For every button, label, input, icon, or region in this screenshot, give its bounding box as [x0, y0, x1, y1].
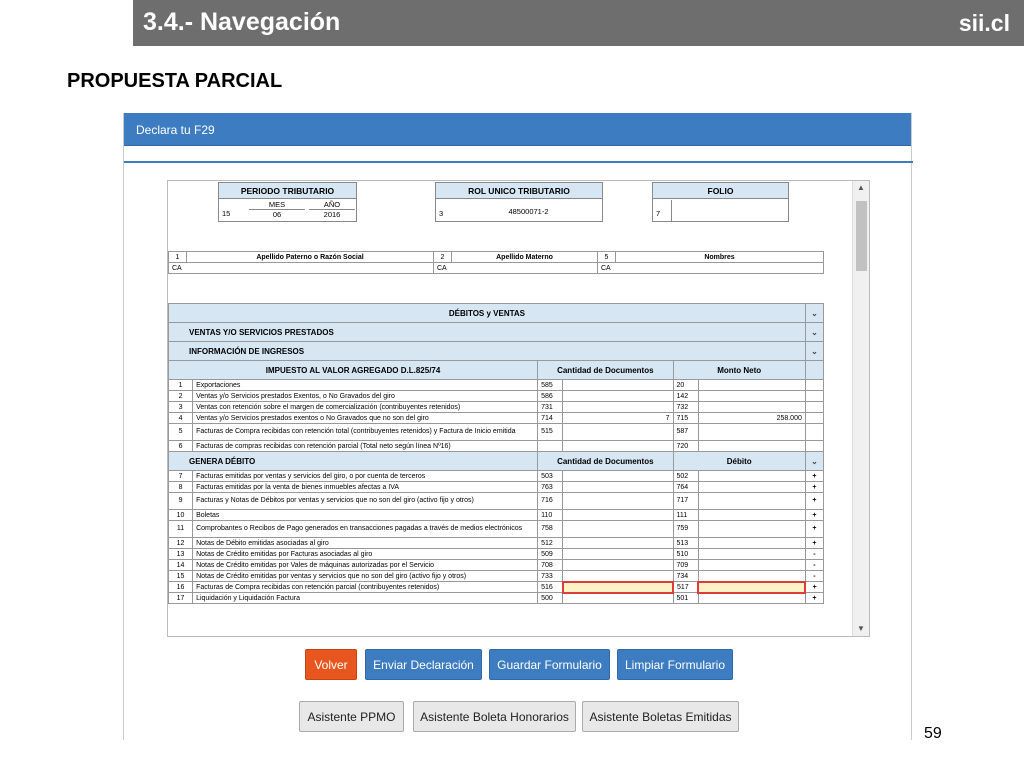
section-ingresos[interactable]: [169, 342, 824, 361]
iva-header-row: [169, 361, 824, 380]
row-code: 709: [673, 560, 698, 571]
row-label: Ventas con retención sobre el margen de comercialización (contribuyentes retenidos): [193, 402, 538, 413]
row-number: 4: [169, 413, 193, 424]
quantity-field[interactable]: [563, 560, 673, 571]
row-spacer: [805, 402, 823, 413]
row-code: 717: [673, 493, 698, 510]
table-row: [169, 471, 824, 482]
debit-field[interactable]: [698, 471, 805, 482]
row-label: Ventas y/o Servicios prestados Exentos, o No Gravados del giro: [193, 391, 538, 402]
table-row: [169, 521, 824, 538]
row-code: 503: [538, 471, 563, 482]
table-row: [169, 538, 824, 549]
anio-label: AÑO: [309, 200, 355, 210]
table-row: [169, 549, 824, 560]
rut-code: 3: [439, 209, 444, 218]
quantity-field[interactable]: [563, 538, 673, 549]
table-row: [169, 593, 824, 604]
row-code: 733: [538, 571, 563, 582]
row-code: 142: [673, 391, 698, 402]
periodo-code: 15: [222, 209, 231, 218]
row-label: Notas de Crédito emitidas por Facturas asociadas al giro: [193, 549, 538, 560]
row-code: 502: [673, 471, 698, 482]
row-number: 2: [169, 391, 193, 402]
row-sign: +: [805, 482, 823, 493]
debito-header: Débito: [673, 452, 805, 471]
table-row: [169, 402, 824, 413]
amount-field[interactable]: [698, 402, 805, 413]
debito-rows: [169, 471, 824, 604]
row-label: Ventas y/o Servicios prestados exentos o No Gravados que no son del giro: [193, 413, 538, 424]
chevron-down-icon[interactable]: ⌄: [805, 304, 823, 323]
table-row: [169, 424, 824, 441]
table-row: [169, 493, 824, 510]
name3-code: 5: [598, 252, 616, 263]
row-code: 734: [673, 571, 698, 582]
debit-field[interactable]: [698, 538, 805, 549]
row-number: 12: [169, 538, 193, 549]
row-spacer: [805, 391, 823, 402]
rut-header: ROL UNICO TRIBUTARIO: [436, 183, 602, 199]
row-label: Facturas de Compra recibidas con retención parcial (contribuyentes retenidos): [193, 582, 538, 593]
quantity-field[interactable]: [563, 424, 673, 441]
quantity-field[interactable]: [563, 471, 673, 482]
row-code: [538, 441, 563, 452]
quantity-field[interactable]: [563, 441, 673, 452]
apellido-paterno-field[interactable]: CA: [169, 263, 434, 274]
row-spacer: [805, 441, 823, 452]
row-label: Facturas de compras recibidas con retención parcial (Total neto según línea Nº16): [193, 441, 538, 452]
enviar-declaracion-button[interactable]: Enviar Declaración: [365, 649, 482, 680]
row-label: Facturas emitidas por la venta de bienes inmuebles afectas a IVA: [193, 482, 538, 493]
name2-code: 2: [434, 252, 452, 263]
row-number: 6: [169, 441, 193, 452]
row-code: 763: [538, 482, 563, 493]
row-label: Facturas emitidas por ventas y servicios del giro, o por cuenta de terceros: [193, 471, 538, 482]
chevron-down-icon[interactable]: ⌄: [805, 323, 823, 342]
row-code: 501: [673, 593, 698, 604]
debit-field[interactable]: [698, 493, 805, 510]
row-code: 517: [673, 582, 698, 593]
amount-field[interactable]: 258.000: [698, 413, 805, 424]
limpiar-formulario-button[interactable]: Limpiar Formulario: [617, 649, 733, 680]
rut-box: [435, 182, 603, 222]
amount-field[interactable]: [698, 380, 805, 391]
periodo-header: PERIODO TRIBUTARIO: [219, 183, 356, 199]
row-code: 111: [673, 510, 698, 521]
quantity-field[interactable]: [563, 582, 673, 593]
brand-logo: sii.cl: [958, 10, 1010, 36]
debit-field[interactable]: [698, 560, 805, 571]
names-table: [168, 251, 824, 274]
slide-title: 3.4.- Navegación: [143, 8, 341, 36]
scroll-down-icon[interactable]: ▼: [857, 624, 865, 633]
section-ventas-label: VENTAS Y/O SERVICIOS PRESTADOS: [169, 323, 806, 342]
folio-field[interactable]: [671, 200, 789, 221]
row-sign: -: [805, 549, 823, 560]
section-ventas[interactable]: [169, 323, 824, 342]
row-label: Facturas de Compra recibidas con retención total (contribuyentes retenidos) y Factura de Inicio emitida: [193, 424, 538, 441]
row-label: Boletas: [193, 510, 538, 521]
row-code: 716: [538, 493, 563, 510]
row-code: 759: [673, 521, 698, 538]
anio-field[interactable]: 2016: [323, 210, 341, 219]
debit-field[interactable]: [698, 571, 805, 582]
asistente-boleta-honorarios-button[interactable]: Asistente Boleta Honorarios: [413, 701, 576, 732]
row-code: 758: [538, 521, 563, 538]
folio-code: 7: [656, 209, 661, 218]
row-sign: +: [805, 471, 823, 482]
row-code: 516: [538, 582, 563, 593]
rut-field[interactable]: 48500071-2: [508, 207, 549, 216]
row-code: 500: [538, 593, 563, 604]
table-row: [169, 482, 824, 493]
row-sign: +: [805, 593, 823, 604]
row-code: 708: [538, 560, 563, 571]
row-code: 509: [538, 549, 563, 560]
mes-field[interactable]: 06: [272, 210, 282, 219]
row-code: 20: [673, 380, 698, 391]
row-code: 587: [673, 424, 698, 441]
row-number: 7: [169, 471, 193, 482]
row-code: 731: [538, 402, 563, 413]
row-code: 513: [673, 538, 698, 549]
quantity-field[interactable]: [563, 549, 673, 560]
chevron-down-icon[interactable]: ⌄: [805, 452, 823, 471]
row-code: 585: [538, 380, 563, 391]
monto-neto-header: Monto Neto: [673, 361, 805, 380]
debit-field[interactable]: [698, 593, 805, 604]
row-code: 512: [538, 538, 563, 549]
row-number: 16: [169, 582, 193, 593]
row-code: 732: [673, 402, 698, 413]
name3-header: Nombres: [616, 252, 824, 263]
row-sign: +: [805, 510, 823, 521]
row-spacer: [805, 380, 823, 391]
table-row: [169, 571, 824, 582]
row-label: Facturas y Notas de Débitos por ventas y servicios que no son del giro (activo fijo y otros): [193, 493, 538, 510]
row-number: 13: [169, 549, 193, 560]
row-number: 3: [169, 402, 193, 413]
scrollbar-thumb[interactable]: [856, 201, 867, 271]
quantity-field[interactable]: [563, 380, 673, 391]
row-number: 14: [169, 560, 193, 571]
row-label: Notas de Crédito emitidas por Vales de máquinas autorizadas por el Servicio: [193, 560, 538, 571]
row-label: Comprobantes o Recibos de Pago generados en transacciones pagadas a través de medios electrónicos: [193, 521, 538, 538]
f29-table: [168, 303, 824, 604]
section-ingresos-label: INFORMACIÓN DE INGRESOS: [169, 342, 806, 361]
table-row: [169, 413, 824, 424]
quantity-field[interactable]: [563, 391, 673, 402]
periodo-box: [218, 182, 357, 222]
genera-header: GENERA DÉBITO: [169, 452, 538, 471]
folio-box: [652, 182, 789, 222]
row-number: 17: [169, 593, 193, 604]
row-number: 11: [169, 521, 193, 538]
section-debitos[interactable]: [169, 304, 824, 323]
debit-field[interactable]: [698, 510, 805, 521]
table-row: [169, 510, 824, 521]
asistente-boletas-emitidas-button[interactable]: Asistente Boletas Emitidas: [582, 701, 739, 732]
table-row: [169, 380, 824, 391]
quantity-field[interactable]: [563, 493, 673, 510]
row-code: 764: [673, 482, 698, 493]
divider: [124, 161, 913, 163]
row-sign: +: [805, 521, 823, 538]
row-code: 715: [673, 413, 698, 424]
cant-docs-header: Cantidad de Documentos: [538, 361, 673, 380]
row-number: 1: [169, 380, 193, 391]
row-number: 5: [169, 424, 193, 441]
row-code: 714: [538, 413, 563, 424]
volver-button[interactable]: Volver: [305, 649, 357, 680]
row-sign: -: [805, 560, 823, 571]
table-row: [169, 391, 824, 402]
nombres-field[interactable]: CA: [598, 263, 824, 274]
slide-subtitle: PROPUESTA PARCIAL: [67, 70, 283, 92]
row-code: 110: [538, 510, 563, 521]
row-spacer: [805, 413, 823, 424]
row-sign: +: [805, 538, 823, 549]
amount-field[interactable]: [698, 424, 805, 441]
quantity-field[interactable]: [563, 571, 673, 582]
row-sign: -: [805, 571, 823, 582]
iva-header: IMPUESTO AL VALOR AGREGADO D.L.825/74: [169, 361, 538, 380]
cant-docs2-header: Cantidad de Documentos: [538, 452, 673, 471]
row-number: 9: [169, 493, 193, 510]
slide-header: [133, 0, 1024, 46]
form-frame[interactable]: [167, 180, 870, 637]
row-code: 510: [673, 549, 698, 560]
row-code: 720: [673, 441, 698, 452]
amount-field[interactable]: [698, 391, 805, 402]
app-title-bar: [124, 113, 911, 146]
folio-header: FOLIO: [653, 183, 788, 199]
table-row: [169, 582, 824, 593]
name1-header: Apellido Paterno o Razón Social: [187, 252, 434, 263]
genera-header-row[interactable]: [169, 452, 824, 471]
page-number: 59: [924, 725, 942, 742]
quantity-field[interactable]: [563, 482, 673, 493]
debit-field[interactable]: [698, 582, 805, 593]
table-row: [169, 441, 824, 452]
table-row: [169, 560, 824, 571]
name1-code: 1: [169, 252, 187, 263]
mes-label: MES: [249, 200, 305, 210]
debit-field[interactable]: [698, 521, 805, 538]
row-label: Exportaciones: [193, 380, 538, 391]
row-number: 8: [169, 482, 193, 493]
quantity-field[interactable]: [563, 402, 673, 413]
row-code: 515: [538, 424, 563, 441]
apellido-materno-field[interactable]: CA: [434, 263, 598, 274]
row-number: 10: [169, 510, 193, 521]
debit-field[interactable]: [698, 482, 805, 493]
row-sign: +: [805, 493, 823, 510]
ingresos-rows: [169, 380, 824, 452]
chevron-down-icon[interactable]: ⌄: [805, 342, 823, 361]
row-spacer: [805, 424, 823, 441]
scroll-up-icon[interactable]: ▲: [857, 183, 865, 192]
row-label: Notas de Crédito emitidas por ventas y servicios que no son del giro (activo fijo y otros): [193, 571, 538, 582]
quantity-field[interactable]: [563, 521, 673, 538]
row-code: 586: [538, 391, 563, 402]
amount-field[interactable]: [698, 441, 805, 452]
section-debitos-label: DÉBITOS y VENTAS: [169, 304, 806, 323]
scrollbar[interactable]: [852, 181, 869, 636]
quantity-field[interactable]: [563, 510, 673, 521]
row-number: 15: [169, 571, 193, 582]
row-label: Liquidación y Liquidación Factura: [193, 593, 538, 604]
guardar-formulario-button[interactable]: Guardar Formulario: [489, 649, 610, 680]
row-label: Notas de Débito emitidas asociadas al giro: [193, 538, 538, 549]
debit-field[interactable]: [698, 549, 805, 560]
row-sign: +: [805, 582, 823, 593]
app-title: Declara tu F29: [136, 123, 215, 137]
quantity-field[interactable]: [563, 593, 673, 604]
name2-header: Apellido Materno: [452, 252, 598, 263]
quantity-field[interactable]: 7: [563, 413, 673, 424]
asistente-ppmo-button[interactable]: Asistente PPMO: [299, 701, 404, 732]
